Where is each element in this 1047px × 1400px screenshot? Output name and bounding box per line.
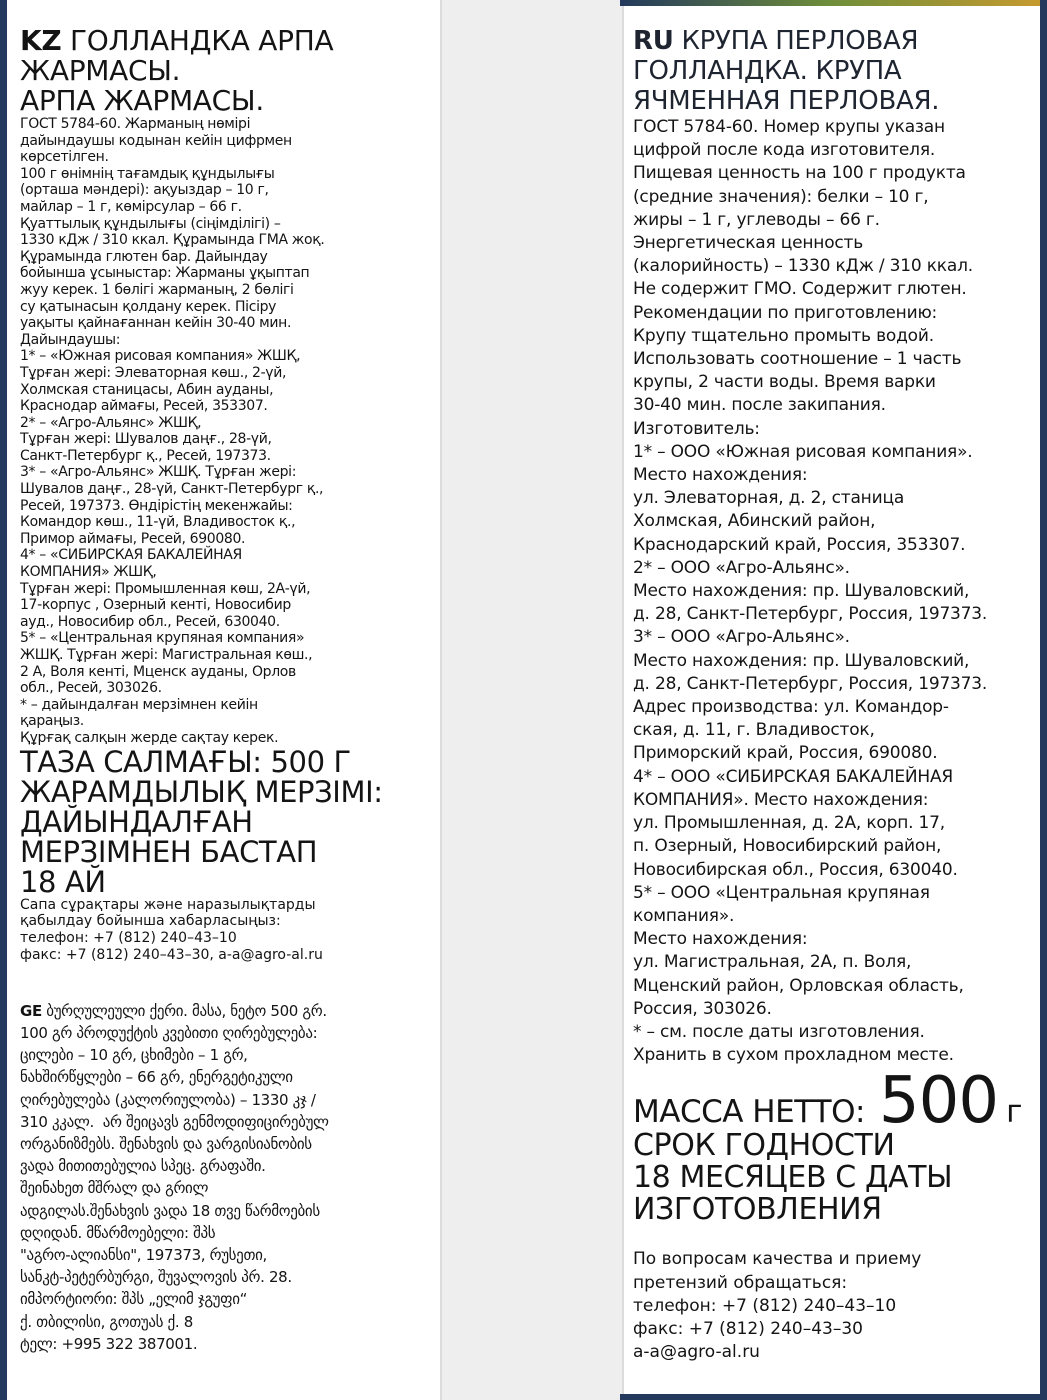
ru-panel [633, 26, 1033, 1364]
ge-lang-code: GE [20, 1001, 42, 1020]
ru-mass-unit: г [1006, 1094, 1023, 1131]
ru-composition-text: ГОСТ 5784-60. Номер крупы указан цифрой после кода изготовителя. Пищевая ценность на 100 г продукта (средние значения): белки – 10 г, жиры – 1 г, углеводы – 66 г. Энергетическая ценность (калорийность) – 1330 кДж / 310 ккал. Не содержит ГМО. Содержит глютен. Рекомендации по приготовлению: Крупу тщательно промыть водой. Использовать соотношение – 1 часть крупы, 2 части воды. Время варки 30-40 мин. после закипания. Изготовитель: 1* – ООО «Южная рисовая компания». Место нахождения: ул. Элеваторная, д. 2, станица Холмская, Абинский район, Краснодарский край, Россия, 353307. 2* – ООО «Агро-Альянс». Место нахождения: пр. Шуваловский, д. 28, Санкт-Петербург, Россия, 197373. 3* – ООО «Агро-Альянс». Место нахождения: пр. Шуваловский, д. 28, Санкт-Петербург, Россия, 197373. Адрес производства: ул. Командор- ская, д. 11, г. Владивосток, Приморский край, Россия, 690080. 4* – ООО «СИБИРСКАЯ БАКАЛЕЙНАЯ КОМПАНИЯ». Место нахождения: ул. Промышленная, д. 2А, корп. 17, п. Озерный, Новосибирский район, Новосибирская обл., Россия, 630040. 5* – ООО «Центральная крупяная компания». Место нахождения: ул. Магистральная, 2А, п. Воля, Мценский район, Орловская область, Россия, 303026. * – см. после даты изготовления. Хранить в сухом прохладном месте. [633, 117, 988, 1066]
ge-body: ბურღულეული ქერი. მასა, ნეტო 500 გრ. 100 გრ პროდუქტის კვებითი ღირებულება: ცილები – 10 გრ, ცხიმები – 1 გრ, ნახშირწყლები – 66 გრ, ენერგეტიკული ღირებულება (კალორიულობა) – 1330 კჯ / 310 კკალ. არ შეიცავს გენმოდიფიცირებულ ორგანიზმებს. შენახვის და ვარგისიანობის ვადა მითითებულია სპეც. გრაფაში. შეინახეთ მშრალ და გრილ ადგილას.შენახვის ვადა 18 თვე წარმოების დღიდან. მწარმოებელი: შპს "აგრო-ალიანსი", 197373, რუსეთი, სანკტ-პეტერბურგი, შუვალოვის პრ. 28. იმპორტიორი: შპს „ელიმ ჯგუფი“ ქ. თბილისი, გოთუას ქ. 8 ტელ: +995 322 387001. [20, 1001, 329, 1353]
ru-lang-code: RU [633, 26, 674, 56]
kz-contacts: Сапа сұрақтары және наразылықтарды қабылдау бойынша хабарласыңыз: телефон: +7 (812) 240–43–10 факс: +7 (812) 240–43–30, a-a@agro-al.ru [20, 896, 323, 963]
ge-section [20, 1000, 435, 1355]
ru-title-text: КРУПА ПЕРЛОВАЯ ГОЛЛАНДКА. КРУПА ЯЧМЕННАЯ ПЕРЛОВАЯ. [633, 26, 940, 116]
ru-title [633, 26, 1033, 116]
ru-shelf-life: СРОК ГОДНОСТИ 18 МЕСЯЦЕВ С ДАТЫ ИЗГОТОВЛЕНИЯ [633, 1128, 953, 1228]
panel-gap [440, 0, 624, 1400]
kz-title [20, 26, 435, 116]
kz-panel [20, 26, 435, 1355]
ru-mass-value: 500 [878, 1064, 999, 1139]
ru-net-mass [633, 1064, 1033, 1139]
kz-composition-text: ГОСТ 5784-60. Жарманың нөмірі дайындаушы кодынан кейін цифрмен көрсетілген. 100 г өнімнің тағамдық құндылығы (орташа мәндері): ақуыздар – 10 г, майлар – 1 г, көмірсулар – 66 г. Қуаттылық құндылығы (сіңімділігі) – 1330 кДж / 310 ккал. Құрамында ГМА жоқ. Құрамында глютен бар. Дайындау бойынша ұсыныстар: Жарманы ұқыптап жуу керек. 1 бөлігі жарманың, 2 бөлігі су қатынасын қолдану керек. Пісіру уақыты қайнағаннан кейін 30-40 мин. Дайындаушы: 1* – «Южная рисовая компания» ЖШҚ, Тұрған жері: Элеваторная көш., 2-үй, Холмская станицасы, Абин ауданы, Краснодар аймағы, Ресей, 353307. 2* – «Агро-Альянс» ЖШҚ, Тұрған жері: Шувалов даңғ., 28-үй, Санкт-Петербург қ., Ресей, 197373. 3* – «Агро-Альянс» ЖШҚ. Тұрған жері: Шувалов даңғ., 28-үй, Санкт-Петербург қ., Ресей, 197373. Өндірістің мекенжайы: Командор көш., 11-үй, Владивосток қ., Примор аймағы, Ресей, 690080. 4* – «СИБИРСКАЯ БАКАЛЕЙНАЯ КОМПАНИЯ» ЖШҚ, Тұрған жері: Промышленная көш, 2А-үй, 17-корпус , Озерный кенті, Новосибир ауд., Новосибир обл., Ресей, 630040. 5* – «Центральная крупяная компания» ЖШҚ. Тұрған жері: Магистральная көш., 2 А, Воля кенті, Мценск ауданы, Орлов обл., Ресей, 303026. * – дайындалған мерзімнен кейін қараңыз. Құрғақ салқын жерде сақтау керек. [20, 116, 325, 746]
kz-title-text: ГОЛЛАНДКА АРПА ЖАРМАСЫ. АРПА ЖАРМАСЫ. [20, 24, 334, 117]
kz-mass-and-shelf-life: ТАЗА САЛМАҒЫ: 500 Г ЖАРАМДЫЛЫҚ МЕРЗІМІ: ДАЙЫНДАЛҒАН МЕРЗІМНЕН БАСТАП 18 АЙ [20, 744, 383, 899]
kz-lang-code: KZ [20, 24, 62, 57]
ru-mass-label: МАССА НЕТТО: [633, 1094, 865, 1131]
right-edge-strip [1040, 0, 1047, 1400]
ge-text [20, 1000, 435, 1355]
ru-contacts: По вопросам качества и приему претензий обращаться: телефон: +7 (812) 240–43–10 факс: +7 (812) 240–43–30 a-a@agro-al.ru [633, 1249, 922, 1363]
bottom-color-strip [620, 1394, 1040, 1400]
left-edge-strip [0, 0, 7, 1400]
top-color-strip [620, 0, 1040, 6]
